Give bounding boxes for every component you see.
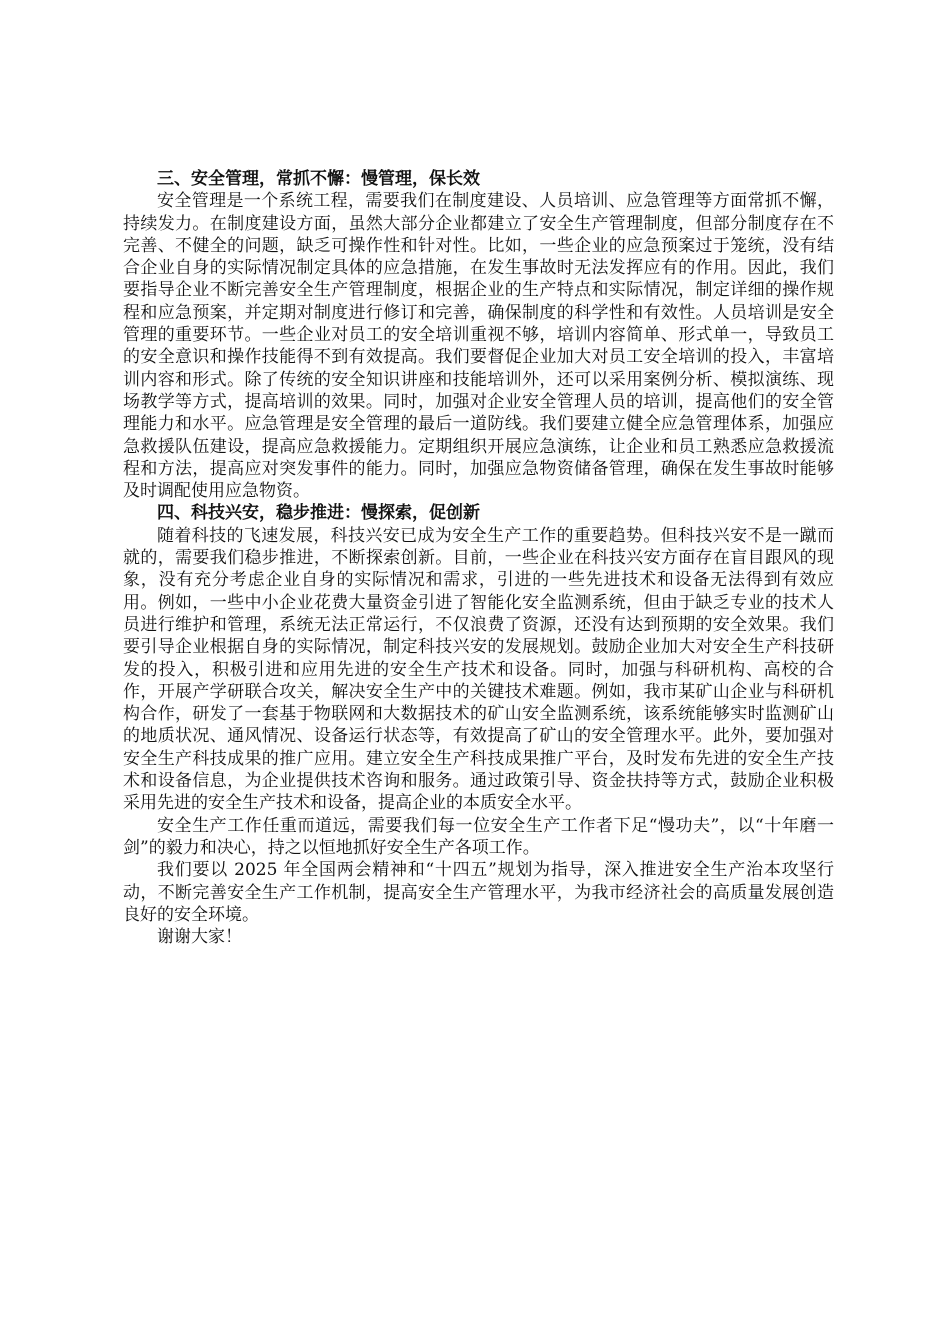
section-3-heading: 三、安全管理，常抓不懈：慢管理，保长效 [157, 169, 480, 189]
document-body [123, 168, 834, 948]
thanks-line: 谢谢大家！ [157, 927, 242, 948]
section-4-paragraph: 随着科技的飞速发展，科技兴安已成为安全生产工作的重要趋势。但科技兴安不是一蹴而就的，需要我们稳步推进，不断探索创新。目前，一些企业在科技兴安方面存在盲目跟风的现象，没有充分考虑企业自身的实际情况和需求，引进的一些先进技术和设备无法得到有效应用。例如，一些中小企业花费大量资金引进了智能化安全监测系统，但由于缺乏专业的技术人员进行维护和管理，系统无法正常运行，不仅浪费了资源，还没有达到预期的安全效果。我们要引导企业根据自身的实际情况，制定科技兴安的发展规划。鼓励企业加大对安全生产科技研发的投入，积极引进和应用先进的安全生产技术和设备。同时，加强与科研机构、高校的合作，开展产学研联合攻关，解决安全生产中的关键技术难题。例如，我市某矿山企业与科研机构合作，研发了一套基于物联网和大数据技术的矿山安全监测系统，该系统能够实时监测矿山的地质状况、通风情况、设备运行状态等，有效提高了矿山的安全管理水平。此外，要加强对安全生产科技成果的推广应用。建立安全生产科技成果推广平台，及时发布先进的安全生产技术和设备信息，为企业提供技术咨询和服务。通过政策引导、资金扶持等方式，鼓励企业积极采用先进的安全生产技术和设备，提高企业的本质安全水平。 [123, 525, 834, 814]
section-4-heading: 四、科技兴安，稳步推进：慢探索，促创新 [157, 503, 480, 524]
closing-paragraph-2: 我们要以 2025 年全国两会精神和“十四五”规划为指导，深入推进安全生产治本攻坚行动，不断完善安全生产工作机制，提高安全生产管理水平，为我市经济社会的高质量发展创造良好的安全环境。 [123, 860, 834, 925]
closing-paragraph-1: 安全生产工作任重而道远，需要我们每一位安全生产工作者下足“慢功夫”，以“十年磨一剑”的毅力和决心，持之以恒地抓好安全生产各项工作。 [123, 815, 834, 858]
section-3-paragraph: 安全管理是一个系统工程，需要我们在制度建设、人员培训、应急管理等方面常抓不懈，持续发力。在制度建设方面，虽然大部分企业都建立了安全生产管理制度，但部分制度存在不完善、不健全的问题，缺乏可操作性和针对性。比如，一些企业的应急预案过于笼统，没有结合企业自身的实际情况制定具体的应急措施，在发生事故时无法发挥应有的作用。因此，我们要指导企业不断完善安全生产管理制度，根据企业的生产特点和实际情况，制定详细的操作规程和应急预案，并定期对制度进行修订和完善，确保制度的科学性和有效性。人员培训是安全管理的重要环节。一些企业对员工的安全培训重视不够，培训内容简单、形式单一，导致员工的安全意识和操作技能得不到有效提高。我们要督促企业加大对员工安全培训的投入，丰富培训内容和形式。除了传统的安全知识讲座和技能培训外，还可以采用案例分析、模拟演练、现场教学等方式，提高培训的效果。同时，加强对企业安全管理人员的培训，提高他们的安全管理能力和水平。应急管理是安全管理的最后一道防线。我们要建立健全应急管理体系，加强应急救援队伍建设，提高应急救援能力。定期组织开展应急演练，让企业和员工熟悉应急救援流程和方法，提高应对突发事件的能力。同时，加强应急物资储备管理，确保在发生事故时能够及时调配使用应急物资。 [123, 191, 834, 502]
